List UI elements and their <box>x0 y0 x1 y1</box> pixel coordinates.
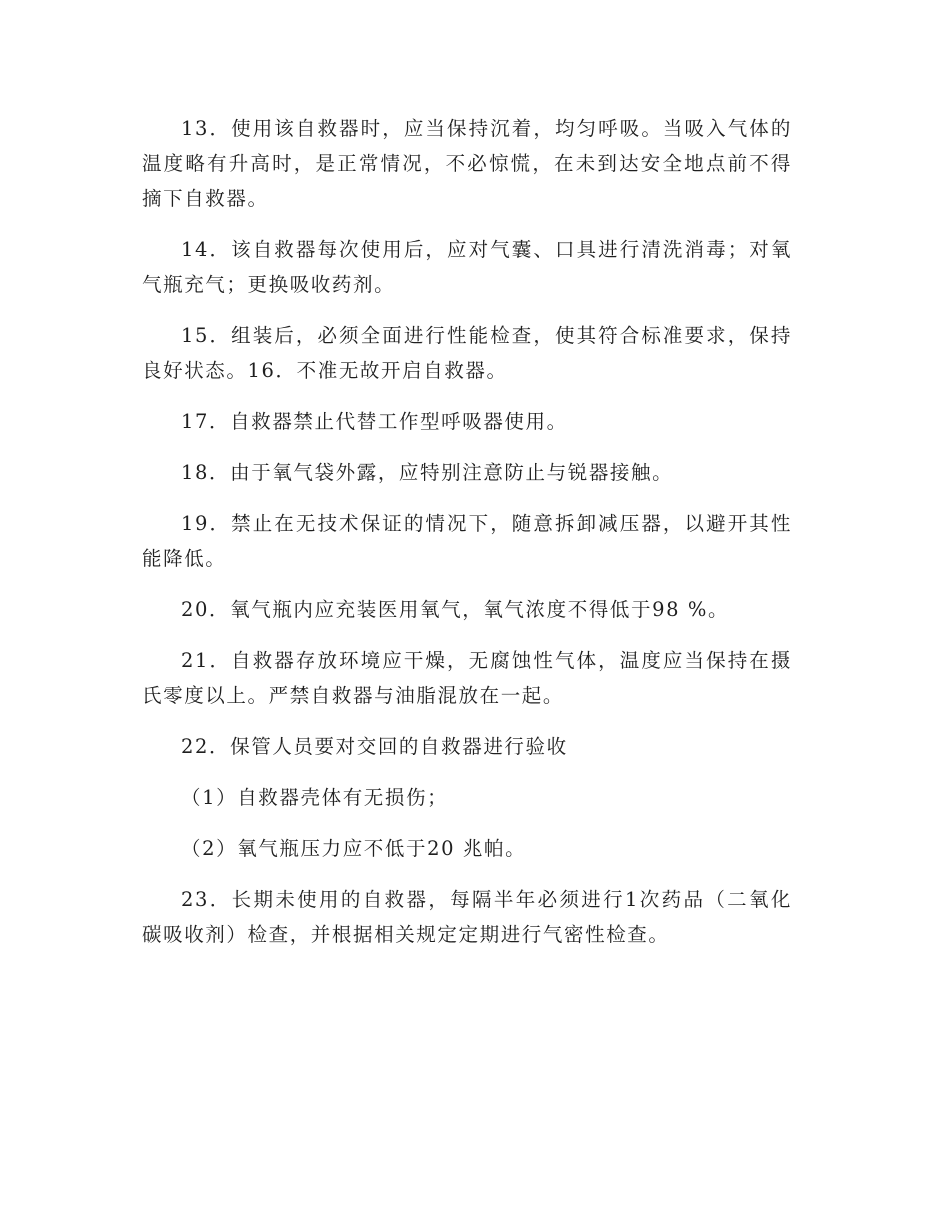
paragraph-15: 15．组装后，必须全面进行性能检查，使其符合标准要求，保持良好状态。16．不准无故开启自救器。 <box>142 324 792 382</box>
list-item-1: （1）自救器壳体有无损伤； <box>181 786 449 809</box>
paragraph-21: 21．自救器存放环境应干燥，无腐蚀性气体，温度应当保持在摄氏零度以上。严禁自救器与油脂混放在一起。 <box>142 649 792 707</box>
paragraph-17: 17．自救器禁止代替工作型呼吸器使用。 <box>181 410 568 433</box>
paragraph-18: 18．由于氧气袋外露，应特别注意防止与锐器接触。 <box>181 461 674 484</box>
document-body <box>142 111 792 968</box>
paragraph-13: 13．使用该自救器时，应当保持沉着，均匀呼吸。当吸入气体的温度略有升高时，是正常情况，不必惊慌，在未到达安全地点前不得摘下自救器。 <box>142 117 792 210</box>
list-item-2: （2）氧气瓶压力应不低于20 兆帕。 <box>181 837 527 860</box>
paragraph-20: 20．氧气瓶内应充装医用氧气，氧气浓度不得低于98 %。 <box>181 598 730 621</box>
paragraph-22: 22．保管人员要对交回的自救器进行验收 <box>181 735 568 758</box>
paragraph-14: 14．该自救器每次使用后，应对气囊、口具进行清洗消毒；对氧气瓶充气；更换吸收药剂。 <box>142 238 792 296</box>
paragraph-19: 19．禁止在无技术保证的情况下，随意拆卸减压器，以避开其性能降低。 <box>142 512 792 570</box>
paragraph-23: 23．长期未使用的自救器，每隔半年必须进行1次药品（二氧化碳吸收剂）检查，并根据相关规定定期进行气密性检查。 <box>142 888 792 946</box>
